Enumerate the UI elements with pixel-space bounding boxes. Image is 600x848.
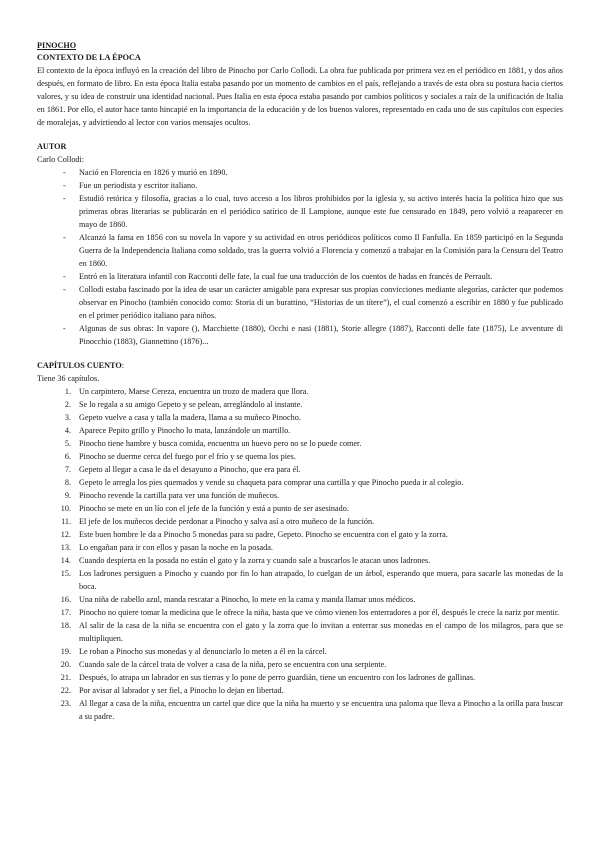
context-heading: CONTEXTO DE LA ÉPOCA — [37, 53, 141, 62]
author-list — [37, 166, 563, 348]
document-title: PINOCHO — [37, 41, 77, 50]
chapter-item: Gepeto le arregla los pies quemados y vende su chaqueta para comprar una cartilla y que Pinocho pueda ir al colegio. — [79, 478, 464, 487]
chapter-item: Lo engañan para ir con ellos y pasan la noche en la posada. — [79, 543, 273, 552]
author-item: - Estudió retórica y filosofía, gracias a lo cual, tuvo acceso a los libros prohibidos por la iglesia y, su activo interés hacia la política hizo que sus primeras obras literarias se publicarán en el periódico satírico de Il Lampione, aunque este fue censurado en 1849, pero volvió a reaparecer en mayo de 1860. — [37, 192, 563, 231]
chapter-list — [37, 385, 563, 723]
author-name: Carlo Collodi: — [37, 155, 85, 164]
author-item: - Alcanzó la fama en 1856 con su novela In vapore y su actividad en otros periódicos políticos como Il Fanfulla. En 1859 participó en la Segunda Guerra de la Independencia Italiana como soldado, tras la guerra volvió a Florencia y comenzó a trabajar en la Comisión para la Censura del Teatro en 1860. — [37, 231, 563, 270]
author-heading: AUTOR — [37, 142, 67, 151]
chapters-heading-colon: : — [121, 361, 124, 370]
chapter-item: Pinocho se mete en un lío con el jefe de la función y está a punto de ser asesinado. — [79, 504, 349, 513]
chapter-item: Un carpintero, Maese Cereza, encuentra un trozo de madera que llora. — [79, 387, 309, 396]
chapter-item: Se lo regala a su amigo Gepeto y se pelean, arreglándolo al instante. — [79, 400, 303, 409]
chapter-item: Cuando sale de la cárcel trata de volver a casa de la niña, pero se encuentra con una serpiente. — [79, 660, 387, 669]
author-item: - Entró en la literatura infantil con Racconti delle fate, la cual fue una traducción de los cuentos de hadas en francés de Perrault. — [37, 270, 563, 283]
chapter-item: Los ladrones persiguen a Pinocho y cuando por fin lo han atrapado, lo cuelgan de un árbol, esperando que muera, para sacarle las monedas de la boca. — [79, 569, 563, 591]
chapter-item: Por avisar al labrador y ser fiel, a Pinocho lo dejan en libertad. — [79, 686, 284, 695]
chapters-intro: Tiene 36 capítulos. — [37, 374, 100, 383]
chapter-item: Una niña de cabello azul, manda rescatar a Pinocho, lo mete en la cama y manda llamar unos médicos. — [79, 595, 416, 604]
author-item: - Algunas de sus obras: In vapore (), Macchiette (1880), Occhi e nasi (1881), Storie allegre (1887), Racconti delle fate (1875), Le avventure di Pinocchio (1883), Giannettino (1876)... — [37, 322, 563, 348]
chapter-item: Gepeto vuelve a casa y talla la madera, llama a su muñeco Pinocho. — [79, 413, 301, 422]
chapter-item: Al llegar a casa de la niña, encuentra un cartel que dice que la niña ha muerto y se encuentra una paloma que lleva a Pinocho a la orilla para buscar a su padre. — [79, 699, 563, 721]
author-item: - Fue un periodista y escritor italiano. — [37, 179, 563, 192]
context-paragraph: El contexto de la época influyó en la creación del libro de Pinocho por Carlo Collodi. La obra fue publicada por primera vez en el periódico en 1881, y dos años después, en formato de libro. En esta época Italia estaba pasando por un momento de cambios en el país, reflejando a través de esta obra su postura hacia ciertos valores, y su idea de construir una identidad nacional. Pues Italia en esta época estaba pasando por cambios políticos y sociales a raíz de la unificación de Italia en 1861. Por ello, el autor hace tanto hincapié en la importancia de la educación y de los buenos valores, representado en cada uno de sus capítulos con especies de moralejas, y advirtiendo al lector con varios mensajes ocultos. — [37, 66, 563, 127]
chapter-item: Pinocho se duerme cerca del fuego por el frío y se quema los pies. — [79, 452, 296, 461]
chapter-item: Aparece Pepito grillo y Pinocho lo mata, lanzándole un martillo. — [79, 426, 291, 435]
chapter-item: Al salir de la casa de la niña se encuentra con el gato y la zorra que lo invitan a enterrar sus monedas en el campo de los milagros, para que se multipliquen. — [79, 621, 563, 643]
chapter-item: El jefe de los muñecos decide perdonar a Pinocho y salva así a otro muñeco de la función. — [79, 517, 375, 526]
chapter-item: Pinocho revende la cartilla para ver una función de muñecos. — [79, 491, 280, 500]
author-item: - Collodi estaba fascinado por la idea de usar un carácter amigable para expresar sus propias convicciones mediante alegorías, carácter que podemos observar en Pinocho (también conocido como: Storia di un burattino, “Historias de un títere”), el cual comenzó a escribir en 1880 y fue publicado en el primer periódico italiano para niños. — [37, 283, 563, 322]
chapter-item: Después, lo atrapa un labrador en sus tierras y lo pone de perro guardián, tiene un encuentro con los ladrones de gallinas. — [79, 673, 476, 682]
document-page — [37, 40, 563, 723]
chapter-item: Pinocho tiene hambre y busca comida, encuentra un huevo pero no se lo puede comer. — [79, 439, 362, 448]
chapter-item: Este buen hombre le da a Pinocho 5 monedas para su padre, Gepeto. Pinocho se encuentra con el gato y la zorra. — [79, 530, 448, 539]
chapter-item: Cuando despierta en la posada no están el gato y la zorra y cuando sale a buscarlos le atacan unos ladrones. — [79, 556, 431, 565]
chapter-item: Pinocho no quiere tomar la medicina que le ofrece la niña, hasta que ve cómo vienen los enterradores a por él, después le crece la nariz por mentir. — [79, 608, 560, 617]
chapter-item: Le roban a Pinocho sus monedas y al denunciarlo lo meten a él en la cárcel. — [79, 647, 327, 656]
chapters-heading: CAPÍTULOS CUENTO — [37, 361, 122, 370]
author-item: - Nació en Florencia en 1826 y murió en 1890. — [37, 166, 563, 179]
chapters-heading-line — [37, 359, 563, 372]
chapter-item: Gepeto al llegar a casa le da el desayuno a Pinocho, que era para él. — [79, 465, 301, 474]
